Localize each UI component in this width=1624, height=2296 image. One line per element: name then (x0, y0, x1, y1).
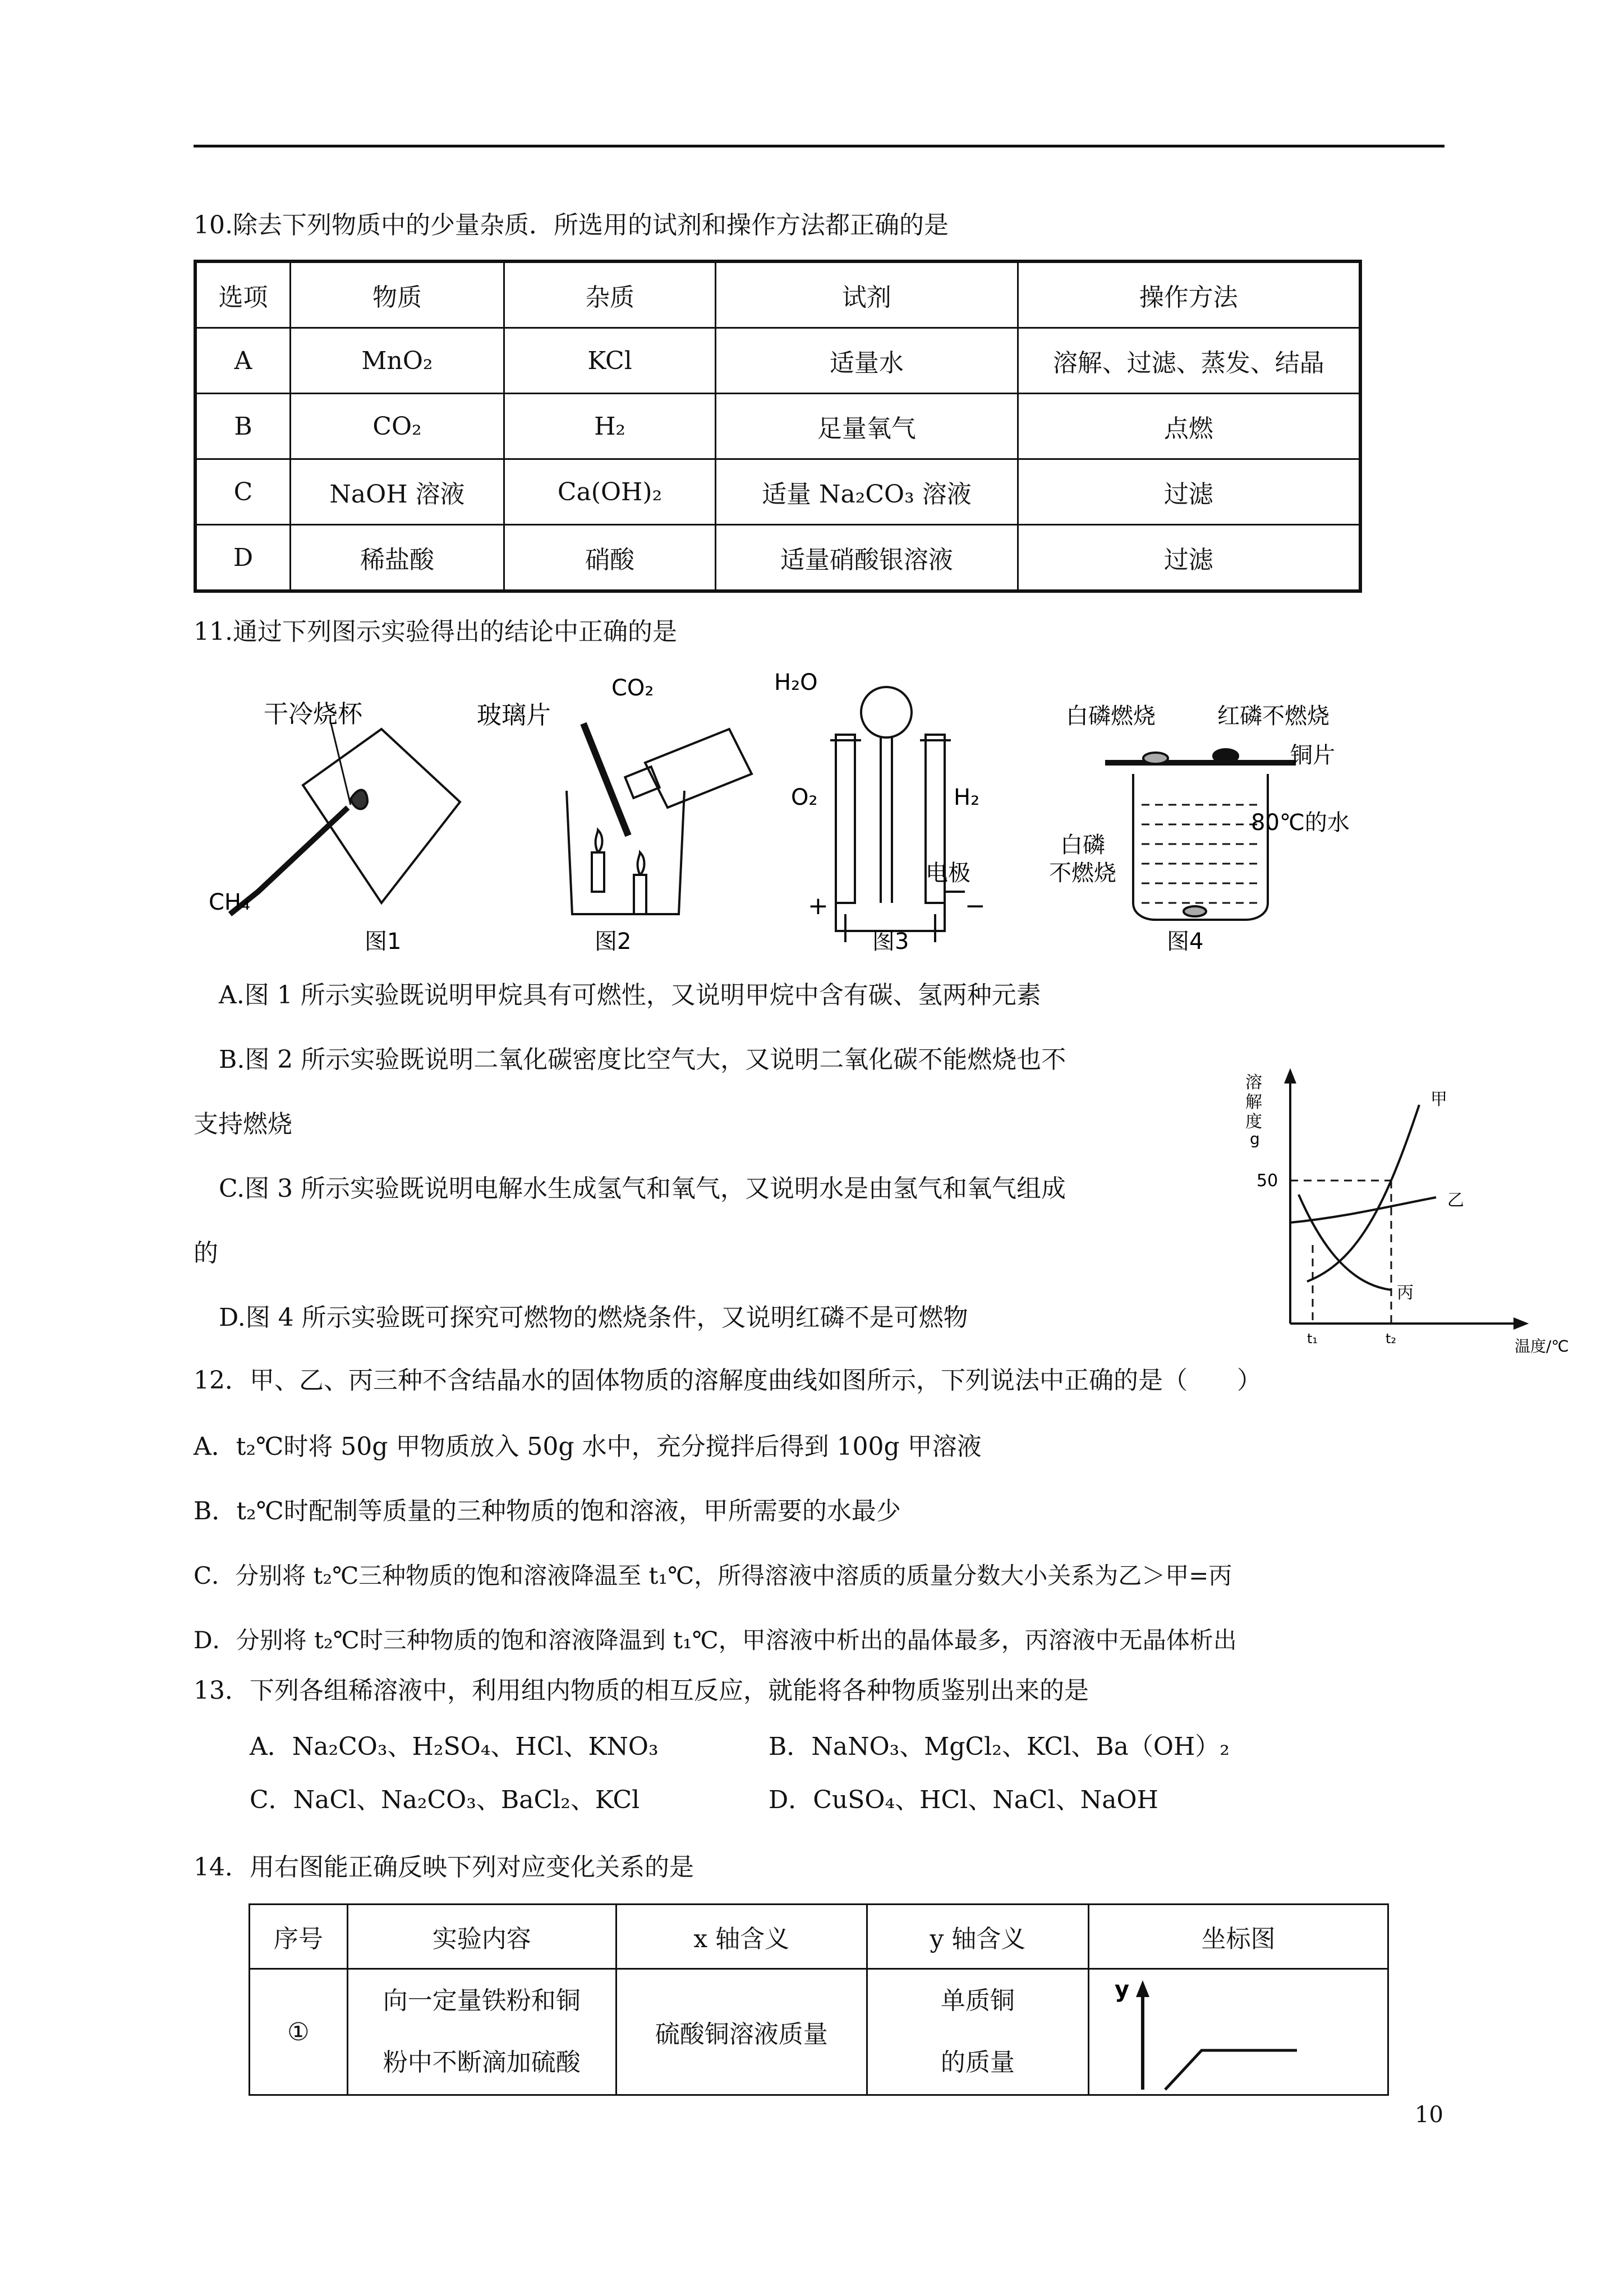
q11-option-c-cont: 的 (194, 1239, 218, 1267)
beaker (567, 791, 684, 914)
inverted-beaker (303, 729, 460, 903)
x-tick-t1: t₁ (1307, 1331, 1318, 1347)
table-row (250, 1969, 1388, 2095)
header-cell: 物质 (290, 261, 504, 328)
page-number: 10 (1415, 2102, 1443, 2128)
cell-content-line-1: 向一定量铁粉和铜 (383, 1986, 581, 2015)
cell-method: 过滤 (1018, 525, 1360, 592)
y-label-2: 解 (1245, 1092, 1262, 1112)
water-lines (1142, 805, 1259, 903)
table-row (195, 459, 1360, 525)
q13-option-b: B．NaNO₃、MgCl₂、KCl、Ba（OH）₂ (769, 1732, 1230, 1761)
header-rule (194, 145, 1444, 147)
q11-option-b-cont: 支持燃烧 (194, 1110, 292, 1138)
q12-option-b: B．t₂℃时配制等质量的三种物质的饱和溶液，甲所需要的水最少 (194, 1497, 901, 1525)
header-cell: 操作方法 (1018, 261, 1360, 328)
header-cell: 杂质 (504, 261, 715, 328)
label-co2: CO₂ (611, 675, 654, 701)
cell-option: B (195, 394, 290, 459)
cell-method: 过滤 (1018, 459, 1360, 525)
beaker (1133, 774, 1268, 920)
label-h2: H₂ (954, 785, 980, 810)
cell-number: ① (250, 1969, 348, 2095)
figure-3-electrolysis (774, 667, 1010, 959)
mini-curve (1165, 2050, 1297, 2090)
cell-y-line-2: 的质量 (940, 2048, 1015, 2077)
cell-reagent: 适量硝酸银溶液 (716, 525, 1018, 592)
x-axis-label: 温度/℃ (1515, 1337, 1569, 1356)
cell-impurity: Ca(OH)₂ (504, 459, 715, 525)
q11-option-b: B.图 2 所示实验既说明二氧化碳密度比空气大，又说明二氧化碳不能燃烧也不 (219, 1045, 1066, 1074)
q13-option-c: C．NaCl、Na₂CO₃、BaCl₂、KCl (250, 1786, 640, 1814)
bottom-connector (836, 903, 945, 931)
gas-bottle (645, 729, 752, 808)
mini-y-arrow (1136, 1980, 1149, 1997)
caption-figure-2: 图2 (595, 929, 632, 955)
candle-low (634, 875, 646, 914)
glass-sheet (583, 723, 628, 836)
flame-icon (596, 830, 602, 852)
series-label-yi: 乙 (1447, 1191, 1464, 1210)
q14-table (249, 1903, 1389, 2096)
table-header-row (195, 261, 1360, 328)
mini-graph (1089, 1972, 1381, 2092)
q14-stem: 14．用右图能正确反映下列对应变化关系的是 (194, 1853, 694, 1882)
q11-option-d: D.图 4 所示实验既可探究可燃物的燃烧条件，又说明红磷不是可燃物 (219, 1303, 968, 1332)
y-label-1: 溶 (1245, 1073, 1262, 1092)
header-cell: 坐标图 (1089, 1905, 1388, 1969)
solubility-chart (1234, 1060, 1604, 1374)
cell-impurity: H₂ (504, 394, 715, 459)
header-cell: x 轴含义 (616, 1905, 867, 1969)
label-dry-beaker: 干冷烧杯 (264, 700, 362, 729)
left-tube (836, 735, 855, 903)
label-copper-sheet: 铜片 (1290, 743, 1335, 768)
label-hot-water: 80℃的水 (1251, 810, 1350, 836)
cell-reagent: 适量 Na₂CO₃ 溶液 (716, 459, 1018, 525)
label-plus: + (808, 892, 829, 920)
curve-yi (1290, 1197, 1436, 1223)
label-white-no-burn-1: 白磷 (1060, 832, 1105, 858)
cell-x-meaning: 硫酸铜溶液质量 (616, 1969, 867, 2095)
flame-icon (638, 852, 645, 875)
y-axis-arrow (1286, 1071, 1295, 1082)
candle-high (592, 852, 604, 892)
curve-jia (1307, 1105, 1419, 1281)
cell-reagent: 适量水 (716, 328, 1018, 394)
x-axis-arrow (1515, 1319, 1526, 1328)
table-row (195, 328, 1360, 394)
label-minus: − (965, 892, 986, 920)
label-glass-sheet: 玻璃片 (477, 701, 551, 730)
q10-stem: 10.除去下列物质中的少量杂质．所选用的试剂和操作方法都正确的是 (194, 211, 949, 239)
label-electrode: 电极 (926, 860, 970, 886)
q13-stem: 13．下列各组稀溶液中，利用组内物质的相互反应，就能将各种物质鉴别出来的是 (194, 1676, 1089, 1705)
white-phosphorus-top (1143, 753, 1168, 764)
header-cell: 序号 (250, 1905, 348, 1969)
q13-option-a: A．Na₂CO₃、H₂SO₄、HCl、KNO₃ (250, 1732, 659, 1761)
cell-content (347, 1969, 616, 2095)
cell-method: 点燃 (1018, 394, 1360, 459)
red-phosphorus (1213, 749, 1238, 763)
mini-y-label: y (1115, 1976, 1130, 2003)
label-white-no-burn-2: 不燃烧 (1049, 860, 1116, 886)
q12-option-a: A．t₂℃时将 50g 甲物质放入 50g 水中，充分搅拌后得到 100g 甲溶液 (194, 1432, 982, 1461)
cell-method: 溶解、过滤、蒸发、结晶 (1018, 328, 1360, 394)
header-cell: 试剂 (716, 261, 1018, 328)
cell-substance: CO₂ (290, 394, 504, 459)
series-label-bing: 丙 (1397, 1283, 1414, 1303)
cell-y-meaning (867, 1969, 1088, 2095)
caption-figure-1: 图1 (365, 929, 402, 955)
figure-1-dry-beaker (209, 690, 466, 959)
cell-reagent: 足量氧气 (716, 394, 1018, 459)
caption-figure-3: 图3 (872, 929, 909, 955)
figure-2-co2-candles (466, 667, 757, 959)
y-label-3: 度 (1245, 1112, 1262, 1132)
label-red-no-burn: 红磷不燃烧 (1217, 703, 1329, 729)
q11-stem: 11.通过下列图示实验得出的结论中正确的是 (194, 617, 677, 646)
q12-stem: 12．甲、乙、丙三种不含结晶水的固体物质的溶解度曲线如图所示，下列说法中正确的是（ ） (194, 1366, 1262, 1395)
table-row (195, 525, 1360, 592)
series-label-jia: 甲 (1430, 1090, 1447, 1109)
label-o2: O₂ (791, 785, 818, 810)
flame-icon (351, 790, 367, 809)
reservoir-bulb (861, 687, 912, 737)
cell-substance: 稀盐酸 (290, 525, 504, 592)
q11-option-a: A.图 1 所示实验既说明甲烷具有可燃性，又说明甲烷中含有碳、氢两种元素 (219, 981, 1041, 1009)
cell-impurity: KCl (504, 328, 715, 394)
center-tube (881, 737, 892, 903)
figure-4-phosphorus (1032, 690, 1369, 959)
table-row (195, 394, 1360, 459)
header-cell: y 轴含义 (867, 1905, 1088, 1969)
q11-option-c: C.图 3 所示实验既说明电解水生成氢气和氧气，又说明水是由氢气和氧气组成 (219, 1174, 1066, 1203)
cell-content-line-2: 粉中不断滴加硫酸 (383, 2048, 581, 2077)
q10-table (194, 260, 1362, 593)
q13-option-d: D．CuSO₄、HCl、NaCl、NaOH (769, 1786, 1158, 1814)
header-cell: 选项 (195, 261, 290, 328)
caption-figure-4: 图4 (1167, 929, 1204, 955)
cell-option: A (195, 328, 290, 394)
y-label-4: g (1250, 1129, 1260, 1148)
white-phosphorus-bottom (1184, 906, 1206, 916)
cell-y-line-1: 单质铜 (940, 1986, 1015, 2015)
header-cell: 实验内容 (347, 1905, 616, 1969)
cell-impurity: 硝酸 (504, 525, 715, 592)
cell-option: D (195, 525, 290, 592)
label-ch4: CH₄ (209, 889, 251, 915)
label-water: H₂O (774, 670, 818, 695)
cell-substance: MnO₂ (290, 328, 504, 394)
cell-graph (1089, 1969, 1388, 2095)
cell-option: C (195, 459, 290, 525)
label-white-burns: 白磷燃烧 (1066, 703, 1156, 729)
cell-substance: NaOH 溶液 (290, 459, 504, 525)
q12-option-c: C．分别将 t₂℃三种物质的饱和溶液降温至 t₁℃，所得溶液中溶质的质量分数大小关系为乙＞甲=丙 (194, 1562, 1232, 1589)
table-header-row (250, 1905, 1388, 1969)
y-tick-50: 50 (1257, 1171, 1278, 1191)
q12-option-d: D．分别将 t₂℃时三种物质的饱和溶液降温到 t₁℃，甲溶液中析出的晶体最多，丙溶液中无晶体析出 (194, 1626, 1237, 1654)
x-tick-t2: t₂ (1386, 1331, 1397, 1347)
